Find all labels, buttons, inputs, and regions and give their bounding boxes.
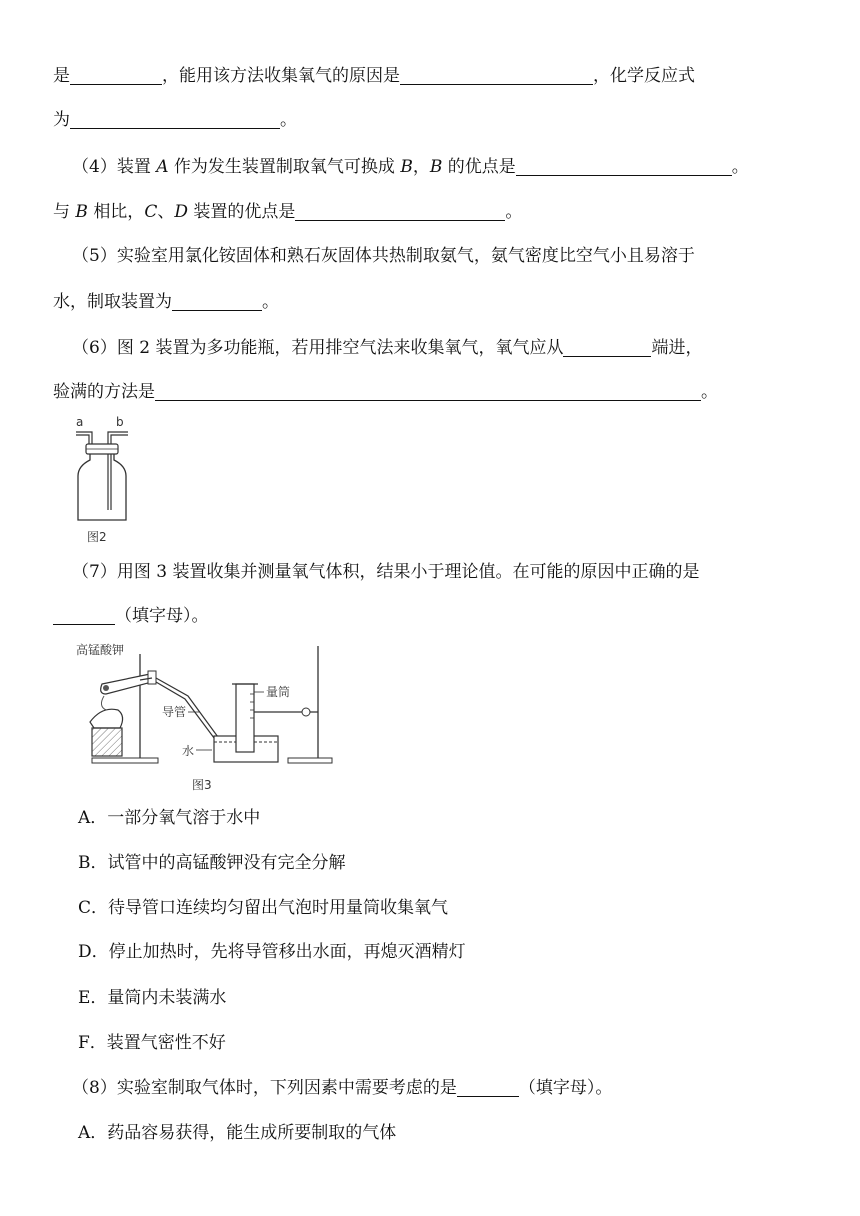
q7-option-a[interactable]: A．一部分氧气溶于水中 <box>78 808 261 828</box>
answer-blank[interactable] <box>563 338 651 357</box>
q7-line-2: （填字母）。 <box>53 604 209 628</box>
q6-line-2: 验满的方法是 。 <box>53 382 718 402</box>
q7-option-b[interactable]: B．试管中的高锰酸钾没有完全分解 <box>78 853 346 873</box>
label-b: b <box>116 415 124 429</box>
label-measuring-cylinder: 量筒 <box>266 685 291 699</box>
answer-blank[interactable] <box>53 606 115 625</box>
answer-blank[interactable] <box>516 157 732 176</box>
q7-option-e[interactable]: E．量筒内未装满水 <box>78 988 227 1008</box>
q7-option-d[interactable]: D．停止加热时，先将导管移出水面，再熄灭酒精灯 <box>78 942 466 962</box>
label-delivery-tube: 导管 <box>162 705 187 719</box>
label-a: a <box>76 415 84 429</box>
answer-blank[interactable] <box>155 382 701 401</box>
q4-line-1: （4）装置 A 作为发生装置制取氧气可换成 B，B 的优点是 。 <box>72 157 749 177</box>
q8-line-1: （8）实验室制取气体时，下列因素中需要考虑的是 （填字母）。 <box>72 1078 613 1098</box>
answer-blank[interactable] <box>70 66 162 85</box>
q7-line-1: （7）用图 3 装置收集并测量氧气体积，结果小于理论值。在可能的原因中正确的是 <box>72 562 700 582</box>
figure-3-apparatus-diagram <box>76 640 346 770</box>
answer-blank[interactable] <box>172 292 262 311</box>
q7-option-f[interactable]: F．装置气密性不好 <box>78 1033 226 1053</box>
answer-blank[interactable] <box>400 66 593 85</box>
answer-blank[interactable] <box>295 202 505 221</box>
q5-line-1: （5）实验室用氯化铵固体和熟石灰固体共热制取氨气，氨气密度比空气小且易溶于 <box>72 246 695 266</box>
label-potassium-permanganate: 高锰酸钾 <box>76 643 125 657</box>
q4-line-2: 与 B 相比，C、D 装置的优点是 。 <box>53 202 523 222</box>
q7-option-c[interactable]: C．待导管口连续均匀留出气泡时用量筒收集氧气 <box>78 898 449 918</box>
answer-blank[interactable] <box>70 110 280 129</box>
q3-line-1: 是 ，能用该方法收集氧气的原因是 ，化学反应式 <box>53 66 695 86</box>
q5-line-2: 水，制取装置为 。 <box>53 292 279 312</box>
figure-3-caption: 图3 <box>192 778 212 792</box>
q6-line-1: （6）图 2 装置为多功能瓶，若用排空气法来收集氧气，氧气应从 端进， <box>72 338 703 358</box>
q8-option-a[interactable]: A．药品容易获得，能生成所要制取的气体 <box>78 1123 397 1143</box>
q3-line-2: 为 。 <box>53 110 297 130</box>
label-water: 水 <box>182 744 195 758</box>
figure-2-caption: 图2 <box>87 530 107 544</box>
figure-2-bottle-diagram <box>68 414 148 526</box>
answer-blank[interactable] <box>457 1078 519 1097</box>
